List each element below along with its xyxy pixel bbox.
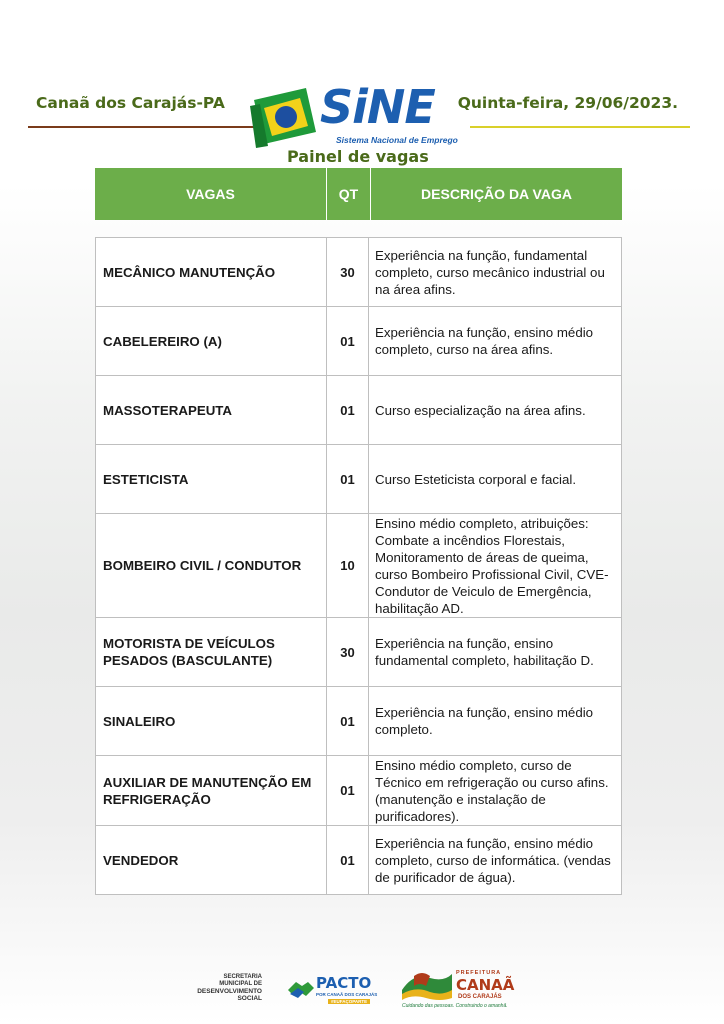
table-row (96, 306, 621, 375)
vaga-cell: MASSOTERAPEUTA (103, 402, 233, 418)
pacto-hashtag: #EUFAÇOPARTE (328, 999, 370, 1004)
table-row (96, 686, 621, 755)
secretaria-line: MUNICIPAL DE (219, 981, 262, 987)
sine-logo (250, 80, 480, 152)
desc-cell: Experiência na função, ensino médio completo, curso de informática. (vendas de purificador de água). (375, 835, 611, 885)
handshake-icon (286, 976, 316, 1002)
footer-logos (0, 966, 724, 1016)
secretaria-line: SECRETARIA (223, 974, 262, 980)
qt-cell: 01 (326, 826, 369, 894)
table-row (96, 375, 621, 444)
desc-cell: Experiência na função, ensino médio completo, curso na área afins. (375, 325, 594, 357)
canaa-subtitle: DOS CARAJÁS (458, 994, 502, 1000)
secretaria-line: DESENVOLVIMENTO (197, 988, 262, 995)
header-rule-right (470, 126, 690, 128)
table-header (95, 168, 622, 220)
qt-cell: 01 (326, 445, 369, 513)
qt-cell: 01 (326, 376, 369, 444)
qt-cell: 01 (326, 307, 369, 375)
qt-cell: 01 (326, 687, 369, 755)
qt-cell: 30 (326, 618, 369, 686)
qt-cell: 30 (326, 238, 369, 306)
secretaria-line: SOCIAL (237, 995, 262, 1002)
city-label: Canaã dos Carajás-PA (36, 94, 225, 112)
desc-cell: Ensino médio completo, atribuições: Combate a incêndios Florestais, Monitoramento de áreas de queima, curso Bombeiro Profissional Civil, CVE-Condutor de Veiculo de Emergência, habilitação AD. (375, 515, 609, 616)
desc-cell: Experiência na função, ensino médio completo. (375, 705, 594, 737)
desc-cell: Curso Esteticista corporal e facial. (375, 471, 577, 487)
table-row (96, 238, 621, 306)
pacto-wordmark: PACTO (316, 974, 372, 992)
qt-cell: 10 (326, 514, 369, 617)
table-row (96, 444, 621, 513)
vaga-cell: AUXILIAR DE MANUTENÇÃO EM REFRIGERAÇÃO (103, 774, 312, 807)
panel-title: Painel de vagas (287, 147, 429, 166)
table-row (96, 755, 621, 825)
vaga-cell: ESTETICISTA (103, 471, 189, 487)
table-row (96, 513, 621, 617)
column-header-descricao: DESCRIÇÃO DA VAGA (421, 186, 572, 202)
qt-cell: 01 (326, 756, 369, 825)
vaga-cell: MOTORISTA DE VEÍCULOS PESADOS (BASCULANTE) (103, 636, 275, 668)
canaa-wordmark: CANAÃ (456, 976, 515, 994)
table-row (96, 617, 621, 686)
desc-cell: Experiência na função, ensino fundamental completo, habilitação D. (375, 636, 594, 668)
prefeitura-canaa-logo (398, 968, 528, 1012)
vaga-cell: CABELEREIRO (A) (103, 333, 222, 349)
vaga-cell: SINALEIRO (103, 713, 176, 729)
canaa-prefeitura-label: PREFEITURA (456, 970, 502, 976)
canaa-emblem-icon (400, 968, 454, 1002)
sine-wordmark: SiNE (320, 80, 435, 134)
secretaria-emblem-icon (178, 974, 192, 1004)
desc-cell: Experiência na função, fundamental completo, curso mecânico industrial ou na área afins. (375, 247, 605, 297)
pacto-subtitle: POR CANAÃ DOS CARAJÁS (316, 992, 378, 997)
date-label: Quinta-feira, 29/06/2023. (457, 94, 678, 112)
brazil-flag-icon (250, 86, 322, 148)
secretaria-logo (196, 974, 262, 1002)
pacto-logo (286, 970, 378, 1010)
vaga-cell: MECÂNICO MANUTENÇÃO (103, 264, 276, 280)
sine-subtitle: Sistema Nacional de Emprego (336, 135, 458, 145)
vacancy-table (95, 237, 622, 895)
vaga-cell: BOMBEIRO CIVIL / CONDUTOR (103, 558, 302, 573)
vaga-cell: VENDEDOR (103, 852, 179, 868)
table-row (96, 825, 621, 894)
desc-cell: Ensino médio completo, curso de Técnico em refrigeração ou curso afins.(manutenção e instalação de purificadores). (375, 757, 609, 824)
column-header-vagas: VAGAS (95, 168, 327, 220)
canaa-tagline: Cuidando das pessoas. Construindo o amanhã. (402, 1003, 508, 1009)
column-header-qt: QT (327, 168, 371, 220)
header-rule-left (28, 126, 254, 128)
desc-cell: Curso especialização na área afins. (375, 402, 586, 418)
